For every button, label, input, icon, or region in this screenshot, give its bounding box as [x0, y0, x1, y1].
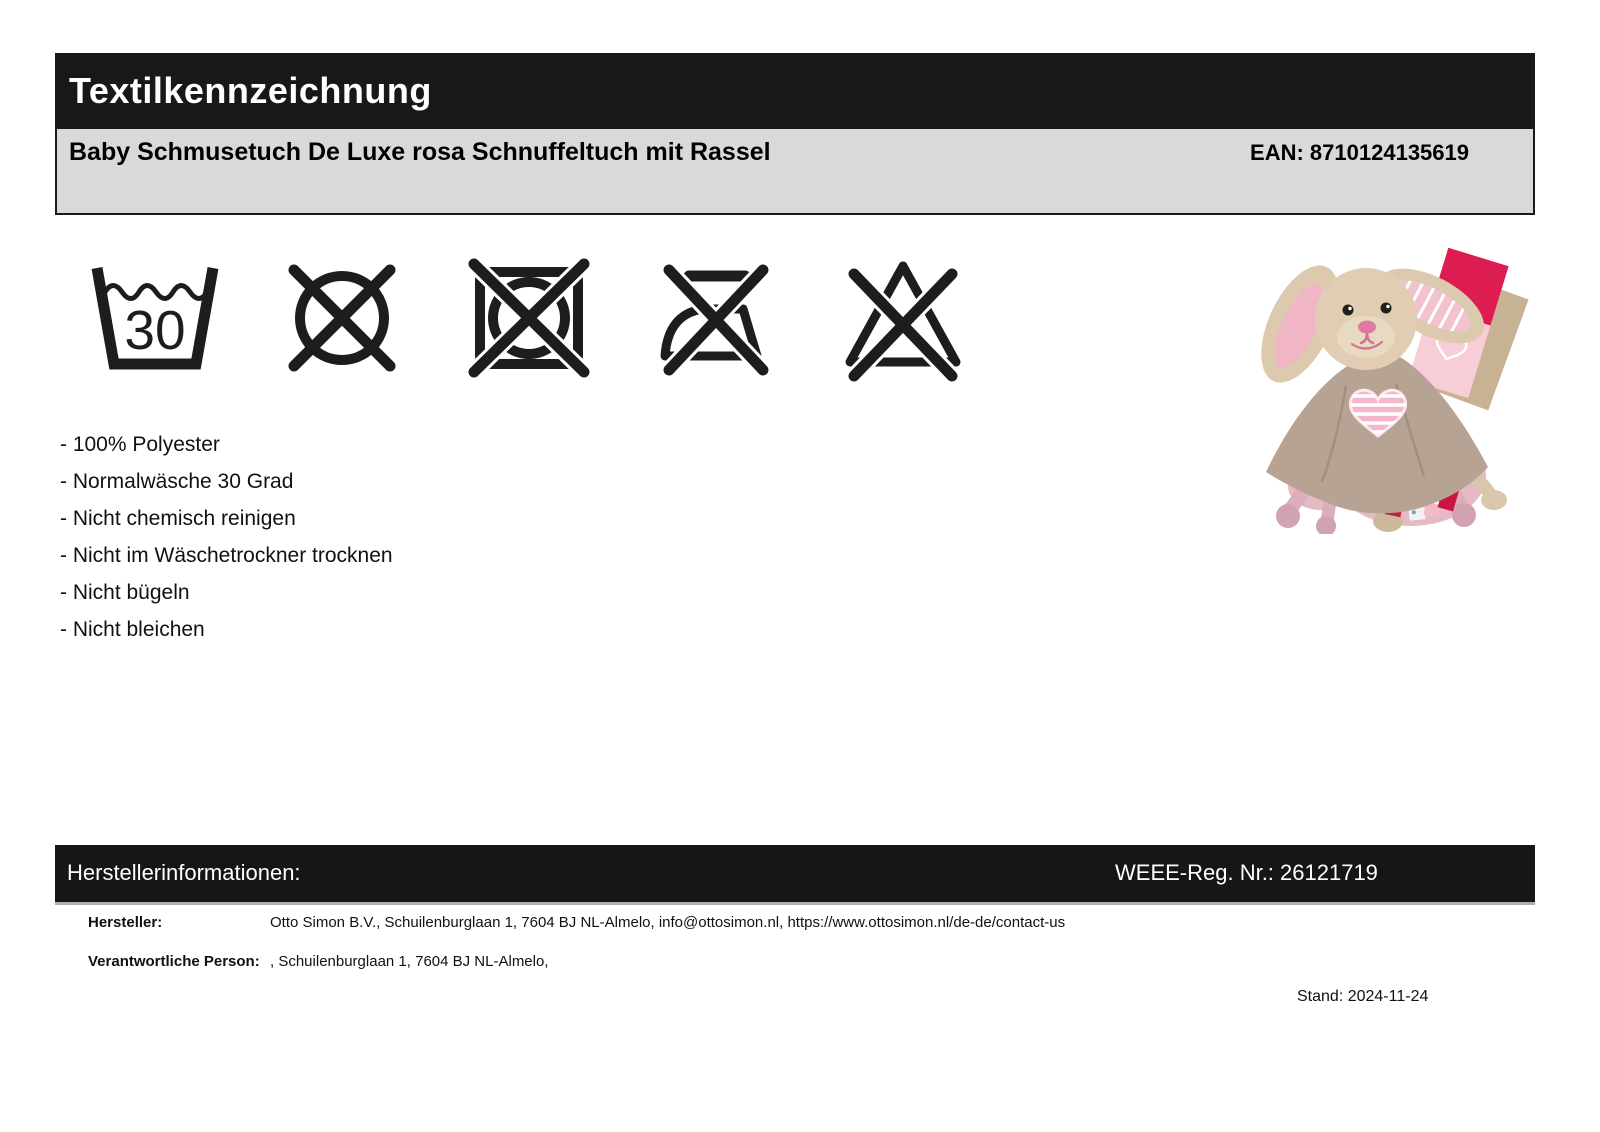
- manufacturer-label: Hersteller:: [88, 914, 163, 931]
- product-name: Baby Schmusetuch De Luxe rosa Schnuffeltuch mit Rassel: [69, 138, 771, 166]
- list-item: - Normalwäsche 30 Grad: [60, 470, 294, 493]
- manufacturer-section-title: Herstellerinformationen:: [67, 860, 301, 885]
- page-title: Textilkennzeichnung: [69, 70, 432, 111]
- product-image: [1228, 224, 1530, 534]
- wash-temperature: 30: [124, 299, 186, 361]
- product-bar: [55, 129, 1535, 215]
- list-item: - Nicht chemisch reinigen: [60, 507, 296, 530]
- list-item: - 100% Polyester: [60, 433, 220, 456]
- list-item: - Nicht im Wäschetrockner trocknen: [60, 544, 393, 567]
- care-symbols-row: [85, 252, 973, 384]
- revision-date: Stand: 2024-11-24: [1297, 988, 1429, 1005]
- responsible-person-value: , Schuilenburglaan 1, 7604 BJ NL-Almelo,: [270, 953, 549, 970]
- manufacturer-value: Otto Simon B.V., Schuilenburglaan 1, 7604 BJ NL-Almelo, info@ottosimon.nl, https://www.ottosimon.nl/de-de/contact-us: [270, 914, 1066, 931]
- bunny-head: [1315, 268, 1417, 370]
- do-not-bleach-icon: [833, 252, 973, 384]
- care-instructions-list: [60, 426, 393, 648]
- wash-30-icon: [85, 252, 225, 384]
- manufacturer-bar: [55, 845, 1535, 905]
- do-not-iron-icon: [646, 252, 786, 384]
- weee-registration-number: WEEE-Reg. Nr.: 26121719: [1115, 860, 1378, 885]
- do-not-tumble-dry-icon: [459, 252, 599, 384]
- header-block: [55, 53, 1535, 215]
- do-not-dry-clean-icon: [272, 252, 412, 384]
- title-bar: [55, 53, 1535, 129]
- list-item: - Nicht bügeln: [60, 581, 190, 604]
- ean-number: EAN: 8710124135619: [1250, 140, 1469, 165]
- list-item: - Nicht bleichen: [60, 618, 205, 641]
- responsible-person-label: Verantwortliche Person:: [88, 953, 260, 970]
